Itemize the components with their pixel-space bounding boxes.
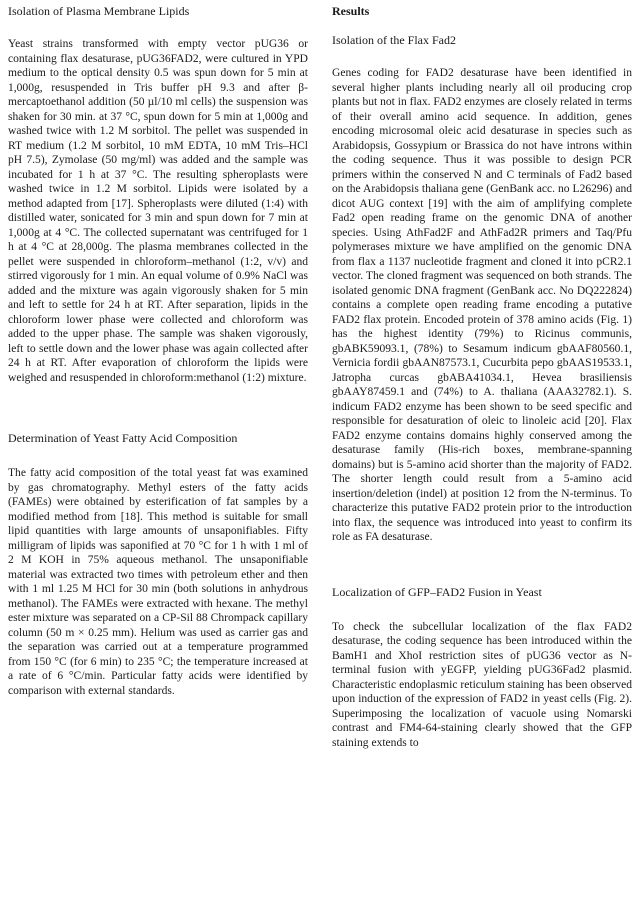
- paragraph-flax-fad2: Genes coding for FAD2 desaturase have been identified in several higher plants including nearly all oil producing crop plants but not in flax. FAD2 enzymes are closely related in terms of their overall amino acid sequence. In addition, genes encoding microsomal oleic acid desaturase in species such as Arabidopsis, Gossypium or Brassica do not have introns within the coding sequence. Thus it was possible to design PCR primers within the conserved N and C terminals of Fad2 based on the Arabidopsis thaliana gene (GenBank acc. no L26296) and dicot AUG context [19] with the aim of amplifying complete Fad2 open reading frame on the genomic DNA of another species. Using AthFad2F and AthFad2R primers and Taq/Pfu polymerases mixture we have amplified on the genomic DNA from flax a 1137 nucleotide fragment and cloned it into pCR2.1 vector. The cloned fragment was sequenced on both strands. The isolated genomic DNA fragment (GenBank acc. No DQ222824) contains a complete open reading frame encoding a putative FAD2 flax protein. Encoded protein of 378 amino acids (Fig. 1) has the highest identity (79%) to Ricinus communis, gbABK59093.1, (78%) to Sesamum indicum gbAAF80560.1, Vernicia fordii gbAAN87573.1, Cucurbita pepo gbAAS19533.1, Jatropha curcas gbABA41034.1, Hevea brasiliensis gbAAY87459.1 and (74%) to A. thaliana (AAA32782.1). S. indicum FAD2 enzyme has been shown to be seed specific and responsible for desaturation of oleic to linoleic acid [20]. Flax FAD2 enzyme contains domains highly conserved among the desaturase family (His-rich boxes, membrane-spanning domains) but is 5-amino acid shorter than the majority of FAD2. The shorter length could result from a 5-amino acid insertion/deletion (indel) at position 12 from the N-terminus. To characterize this putative FAD2 protein prior to the introduction into flax, the sequence was introduced into yeast to confirm its role as FA desaturase.: [332, 67, 632, 543]
- right-column: [332, 4, 632, 750]
- section-heading-plasma-membrane-lipids: Isolation of Plasma Membrane Lipids: [8, 4, 190, 18]
- paragraph-fatty-acid-composition: The fatty acid composition of the total yeast fat was examined by gas chromatography. Methyl esters of the fatty acids (FAMEs) were obtained by esterification of fat samples by a modified method from [18]. This method is suitable for small lipid quantities with large amounts of unsaponifiables. Fifty milligram of lipids was saponified at 70 °C for 1 h with 1 ml of 2 M KOH in 75% aqueous methanol. The unsaponifiable material was extracted two times with petroleum ether and then with 1 ml 1.25 M HCl for 30 min (both solutions in anhydrous methanol). The FAMEs were extracted with hexane. The methyl ester mixture was separated on a CP-Sil 88 Chrompack capillary column (50 m × 0.25 mm). Helium was used as carrier gas and the separation was carried out at a temperature programmed from 150 °C (for 6 min) to 235 °C; the temperature increased at a rate of 6 °C/min. Particular fatty acids were identified by comparison with external standards.: [8, 467, 308, 697]
- section-heading-flax-fad2: Isolation of the Flax Fad2: [332, 33, 456, 47]
- left-column: [8, 4, 308, 698]
- results-heading: Results: [332, 4, 370, 18]
- paragraph-plasma-membrane-lipids: Yeast strains transformed with empty vector pUG36 or containing flax desaturase, pUG36FAD2, were cultured in YPD medium to the optical density 0.5 was spun down for 5 min at 1,000g, resuspended in Tris buffer pH 9.3 and after β-mercaptoethanol addition (50 µl/10 ml cells) the suspension was shaken for 30 min. at 37 °C, spun down for 5 min at 1,000g and washed twice with 1.2 M sorbitol. The pellet was suspended in RT medium (1.2 M sorbitol, 10 mM EDTA, 10 mM Tris–HCl pH 7.5), Zymolase (50 mg/ml) was added and the sample was incubated for 1 h at 37 °C. The resulting spheroplasts were washed twice in 1.2 M sorbitol. Lipids were isolated by a method adapted from [17]. Spheroplasts were diluted (1:4) with distilled water, sonicated for 3 min and spun down for 7 min at 1,000g at 4 °C. The collected supernatant was centrifuged for 1 h at 4 °C at 28,000g. The plasma membranes collected in the pellet were suspended in chloroform–methanol (1:2, v/v) and stirred vigorously for 1 min. An equal volume of 0.9% NaCl was added and the mixture was again vigorously shaken for 5 min and left to settle for 24 h at RT. After separation, lipids in the chloroform lower phase were collected and chloroform was added to the upper phase. The sample was shaken vigorously, left to settle down and the lower phase was again collected after 24 h at RT. After evaporation of chloroform the lipids were weighed and resuspended in chloroform:methanol (1:2) mixture.: [8, 38, 308, 384]
- paragraph-gfp-fad2-localization: To check the subcellular localization of the flax FAD2 desaturase, the coding sequence has been introduced within the BamH1 and XhoI restriction sites of pUG36 vector as N-terminal fusion with yEGFP, yielding pUG36Fad2 plasmid. Characteristic endoplasmic reticulum staining has been observed upon induction of the expression of FAD2 in yeast cells (Fig. 2). Superimposing the localization of vacuole using Nomarski contrast and FM4-64-staining clearly showed that the GFP staining extends to: [332, 620, 632, 749]
- section-heading-gfp-fad2-localization: Localization of GFP–FAD2 Fusion in Yeast: [332, 584, 542, 599]
- section-heading-fatty-acid-composition: Determination of Yeast Fatty Acid Composition: [8, 431, 238, 445]
